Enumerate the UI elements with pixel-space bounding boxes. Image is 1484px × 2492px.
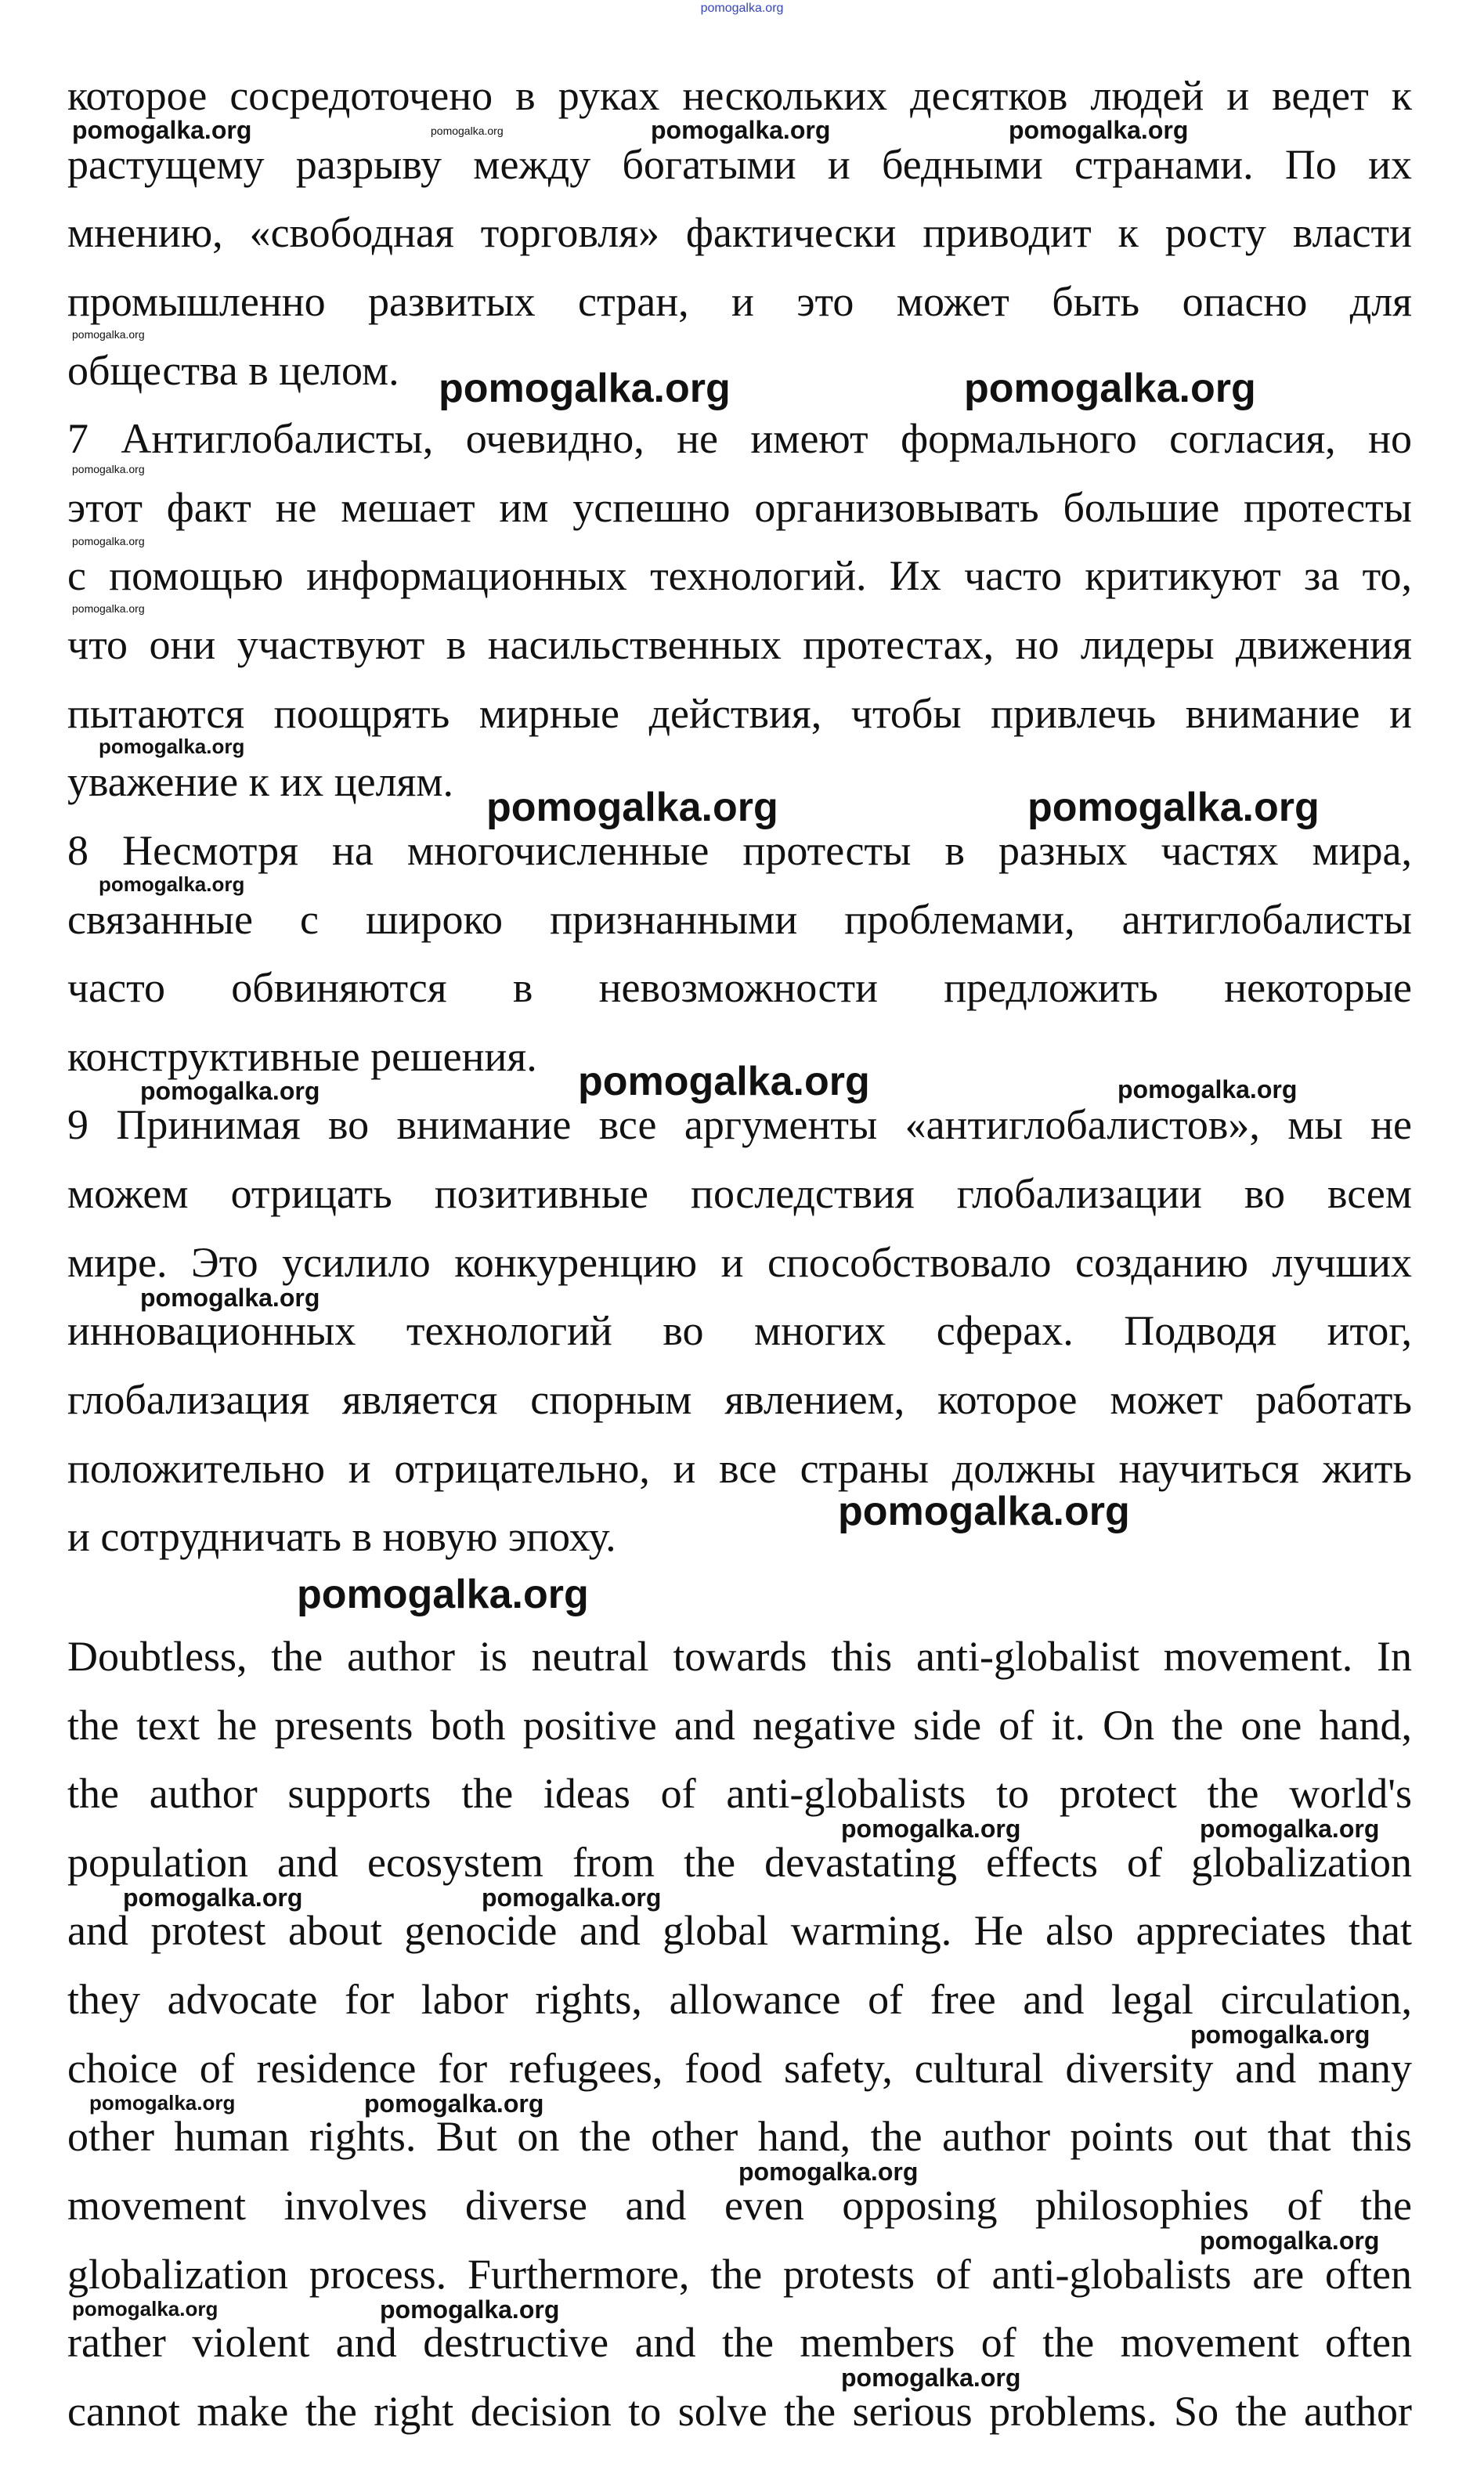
text-line: промышленно развитых стран, и это может быть опасно для <box>67 278 1412 325</box>
watermark: pomogalka.org <box>99 872 245 896</box>
watermark: pomogalka.org <box>838 1489 1130 1534</box>
text-line: 9 Принимая во внимание все аргументы «антиглобалистов», мы не <box>67 1101 1412 1148</box>
watermark: pomogalka.org <box>1200 1815 1380 1843</box>
watermark: pomogalka.org <box>1027 785 1320 830</box>
text-line: rather violent and destructive and the members of the movement often <box>67 2319 1412 2366</box>
text-line: other human rights. But on the other hand, the author points out that this <box>67 2113 1412 2160</box>
watermark: pomogalka.org <box>738 2158 919 2186</box>
text-line: пытаются поощрять мирные действия, чтобы привлечь внимание и <box>67 690 1412 737</box>
text-line: этот факт не мешает им успешно организовывать большие протесты <box>67 484 1412 531</box>
watermark: pomogalka.org <box>123 1883 303 1912</box>
text-line: инновационных технологий во многих сферах. Подводя итог, <box>67 1307 1412 1354</box>
text-line: cannot make the right decision to solve the serious problems. So the author <box>67 2388 1412 2435</box>
text-line: положительно и отрицательно, и все страны должны научиться жить <box>67 1445 1412 1492</box>
text-line: глобализация является спорным явлением, которое может работать <box>67 1376 1412 1423</box>
watermark: pomogalka.org <box>841 2364 1021 2392</box>
text-line: they advocate for labor rights, allowance of free and legal circulation, <box>67 1976 1412 2023</box>
header-watermark: pomogalka.org <box>700 2 784 15</box>
watermark: pomogalka.org <box>439 366 731 411</box>
watermark: pomogalka.org <box>651 116 831 144</box>
text-line: часто обвиняются в невозможности предложить некоторые <box>67 964 1412 1011</box>
text-line: которое сосредоточено в руках нескольких десятков людей и ведет к <box>67 72 1412 119</box>
watermark: pomogalka.org <box>72 535 145 547</box>
watermark: pomogalka.org <box>140 1284 320 1312</box>
watermark: pomogalka.org <box>1118 1075 1298 1103</box>
text-line: мнению, «свободная торговля» фактически приводит к росту власти <box>67 209 1412 256</box>
watermark: pomogalka.org <box>72 328 145 341</box>
text-line: choice of residence for refugees, food safety, cultural diversity and many <box>67 2045 1412 2092</box>
watermark: pomogalka.org <box>841 1815 1021 1843</box>
text-line: population and ecosystem from the devastating effects of globalization <box>67 1839 1412 1886</box>
text-line: globalization process. Furthermore, the protests of anti-globalists are often <box>67 2251 1412 2298</box>
text-line: Doubtless, the author is neutral towards this anti-globalist movement. In <box>67 1633 1412 1680</box>
watermark: pomogalka.org <box>1200 2227 1380 2255</box>
watermark: pomogalka.org <box>99 735 245 758</box>
watermark: pomogalka.org <box>72 116 252 144</box>
watermark: pomogalka.org <box>364 2089 544 2118</box>
text-line: растущему разрыву между богатыми и бедными странами. По их <box>67 141 1412 188</box>
watermark: pomogalka.org <box>486 785 778 830</box>
watermark: pomogalka.org <box>964 366 1256 411</box>
watermark: pomogalka.org <box>1009 116 1189 144</box>
watermark: pomogalka.org <box>578 1059 870 1104</box>
watermark: pomogalka.org <box>72 602 145 615</box>
text-line: с помощью информационных технологий. Их часто критикуют за то, <box>67 552 1412 599</box>
text-line: and protest about genocide and global warming. He also appreciates that <box>67 1907 1412 1954</box>
watermark: pomogalka.org <box>431 125 504 137</box>
text-line: общества в целом. <box>67 347 399 394</box>
watermark: pomogalka.org <box>72 463 145 475</box>
text-line: связанные с широко признанными проблемами, антиглобалисты <box>67 896 1412 943</box>
watermark: pomogalka.org <box>482 1883 662 1912</box>
text-line: the text he presents both positive and negative side of it. On the one hand, <box>67 1702 1412 1749</box>
watermark: pomogalka.org <box>89 2091 236 2115</box>
watermark: pomogalka.org <box>297 1572 589 1617</box>
watermark: pomogalka.org <box>140 1077 320 1105</box>
text-line: уважение к их целям. <box>67 758 454 805</box>
watermark: pomogalka.org <box>380 2295 560 2324</box>
text-line: мире. Это усилило конкуренцию и способствовало созданию лучших <box>67 1239 1412 1286</box>
text-line: 8 Несмотря на многочисленные протесты в разных частях мира, <box>67 827 1412 874</box>
text-line: и сотрудничать в новую эпоху. <box>67 1513 616 1560</box>
watermark: pomogalka.org <box>1190 2021 1370 2049</box>
text-line: что они участвуют в насильственных протестах, но лидеры движения <box>67 621 1412 668</box>
text-line: можем отрицать позитивные последствия глобализации во всем <box>67 1170 1412 1217</box>
text-line: movement involves diverse and even opposing philosophies of the <box>67 2182 1412 2229</box>
text-line: 7 Антиглобалисты, очевидно, не имеют формального согласия, но <box>67 415 1412 462</box>
watermark: pomogalka.org <box>72 2297 218 2320</box>
text-line: конструктивные решения. <box>67 1033 537 1080</box>
text-line: the author supports the ideas of anti-globalists to protect the world's <box>67 1770 1412 1817</box>
